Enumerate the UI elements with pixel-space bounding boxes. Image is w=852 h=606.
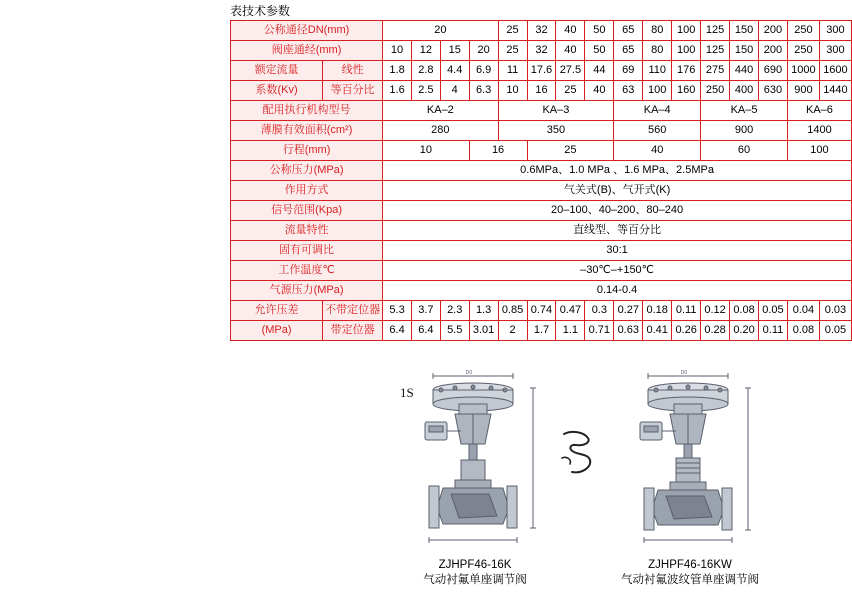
table-row [231,181,852,201]
table-cell: 30:1 [383,241,852,261]
table-row [231,121,852,141]
table-cell: 1.6 [383,81,412,101]
table-row [231,241,852,261]
table-cell: 250 [787,21,819,41]
table-cell: KA–5 [701,101,788,121]
table-cell: 110 [643,61,672,81]
table-cell: 0.11 [759,321,788,341]
row-label: 薄膜有效面积(cm²) [231,121,383,141]
row-label: 气源压力(MPa) [231,281,383,301]
table-cell: 10 [498,81,527,101]
table-cell: 100 [672,21,701,41]
table-cell: –30℃–+150℃ [383,261,852,281]
row-label: 固有可调比 [231,241,383,261]
row-label: 配用执行机构型号 [231,101,383,121]
table-cell: 0.28 [701,321,730,341]
table-cell: 1.7 [527,321,556,341]
annotation-scribble-icon [558,428,598,483]
table-cell: KA–4 [614,101,701,121]
table-cell: 125 [701,21,730,41]
valve-diagram-1 [375,368,575,588]
table-cell: 250 [787,41,819,61]
table-cell: 100 [672,41,701,61]
table-row [231,161,852,181]
table-cell: 100 [643,81,672,101]
table-cell: 6.4 [383,321,412,341]
table-cell: 80 [643,41,672,61]
row-label: 信号范围(Kpa) [231,201,383,221]
table-cell: 65 [614,21,643,41]
table-cell: 0.41 [643,321,672,341]
table-cell: 0.47 [556,301,585,321]
table-cell: 25 [498,41,527,61]
table-cell: KA–2 [383,101,498,121]
table-cell: 440 [730,61,759,81]
table-cell: 40 [585,81,614,101]
table-cell: 1000 [787,61,819,81]
table-cell: 100 [787,141,851,161]
table-cell: 0.26 [672,321,701,341]
table-cell: 65 [614,41,643,61]
table-cell: 200 [759,41,788,61]
table-cell: 300 [819,41,851,61]
table-row [231,261,852,281]
row-sublabel: 等百分比 [323,81,383,101]
table-cell: 40 [614,141,701,161]
table-row [231,301,852,321]
row-label: 允许压差 [231,301,323,321]
row-label: 额定流量 [231,61,323,81]
table-cell: 2.8 [411,61,440,81]
row-label: (MPa) [231,321,323,341]
diagram-area [0,368,852,606]
table-cell: 0.04 [787,301,819,321]
valve-model-1: ZJHPF46-16K [438,559,512,571]
table-cell: 0.18 [643,301,672,321]
table-cell: 150 [730,21,759,41]
table-cell: 80 [643,21,672,41]
table-cell: 0.71 [585,321,614,341]
table-cell: 0.11 [672,301,701,321]
table-cell: 250 [701,81,730,101]
table-cell: 0.03 [819,301,851,321]
table-cell: 20–100、40–200、80–240 [383,201,852,221]
valve-name-1: 气动衬氟单座调节阀 [423,574,527,586]
table-cell: 12 [411,41,440,61]
table-cell: 25 [498,21,527,41]
row-label: 阀座通经(mm) [231,41,383,61]
table-cell: 0.63 [614,321,643,341]
row-label: 行程(mm) [231,141,383,161]
table-cell: 3.7 [411,301,440,321]
table-cell: 0.3 [585,301,614,321]
table-cell: 350 [498,121,614,141]
table-cell: 60 [701,141,788,161]
table-cell: 2 [498,321,527,341]
table-cell: 160 [672,81,701,101]
table-cell: 0.74 [527,301,556,321]
table-cell: 0.08 [730,301,759,321]
table-cell: 32 [527,21,556,41]
row-label: 公称通径DN(mm) [231,21,383,41]
table-cell: 0.12 [701,301,730,321]
table-cell: 1400 [787,121,851,141]
table-row [231,201,852,221]
table-cell: 25 [527,141,614,161]
table-cell: 1.1 [556,321,585,341]
table-cell: 0.27 [614,301,643,321]
table-cell: 5.5 [440,321,469,341]
table-cell: 1.8 [383,61,412,81]
table-cell: 63 [614,81,643,101]
table-cell: 6.4 [411,321,440,341]
table-cell: 50 [585,41,614,61]
table-cell: 900 [787,81,819,101]
table-cell: 280 [383,121,498,141]
table-cell: 0.85 [498,301,527,321]
table-row [231,41,852,61]
table-cell: 25 [556,81,585,101]
table-cell: 690 [759,61,788,81]
table-cell: 4.4 [440,61,469,81]
table-cell: 0.05 [759,301,788,321]
table-cell: 1440 [819,81,851,101]
spec-table [230,20,852,341]
table-cell: 2.3 [440,301,469,321]
table-cell: KA–6 [787,101,851,121]
table-cell: 630 [759,81,788,101]
table-cell: 2.5 [411,81,440,101]
table-row [231,101,852,121]
table-cell: 0.14-0.4 [383,281,852,301]
table-cell: 125 [701,41,730,61]
table-cell: 275 [701,61,730,81]
table-cell: 0.05 [819,321,851,341]
table-cell: 3.01 [469,321,498,341]
table-cell: 0.08 [787,321,819,341]
table-cell: 气关式(B)、气开式(K) [383,181,852,201]
table-row [231,61,852,81]
page-title: 表技术参数 [230,4,291,18]
row-sublabel: 不带定位器 [323,301,383,321]
table-row [231,81,852,101]
table-cell: 900 [701,121,788,141]
table-cell: 4 [440,81,469,101]
table-cell: 11 [498,61,527,81]
table-cell: 17.6 [527,61,556,81]
table-cell: 27.5 [556,61,585,81]
table-cell: 50 [585,21,614,41]
table-cell: 150 [730,41,759,61]
table-cell: 0.6MPa、1.0 MPa 、1.6 MPa、2.5MPa [383,161,852,181]
table-cell: 69 [614,61,643,81]
table-cell: 176 [672,61,701,81]
table-cell: 0.20 [730,321,759,341]
table-cell: 400 [730,81,759,101]
table-cell: 40 [556,41,585,61]
row-sublabel: 线性 [323,61,383,81]
table-row [231,281,852,301]
table-cell: 1.3 [469,301,498,321]
table-row [231,221,852,241]
table-cell: 15 [440,41,469,61]
table-cell: 20 [383,21,498,41]
table-cell: 5.3 [383,301,412,321]
annotation-1s: 1S [400,385,414,400]
svg-text:D0: D0 [680,370,688,376]
table-cell: 直线型、等百分比 [383,221,852,241]
row-label: 系数(Kv) [231,81,323,101]
table-row [231,321,852,341]
table-cell: KA–3 [498,101,614,121]
table-cell: 16 [469,141,527,161]
row-label: 工作温度℃ [231,261,383,281]
table-row [231,21,852,41]
valve-name-2: 气动衬氟波纹管单座调节阀 [621,574,759,586]
table-cell: 200 [759,21,788,41]
table-cell: 40 [556,21,585,41]
table-cell: 16 [527,81,556,101]
row-label: 公称压力(MPa) [231,161,383,181]
table-cell: 560 [614,121,701,141]
row-label: 流量特性 [231,221,383,241]
table-cell: 300 [819,21,851,41]
table-cell: 20 [469,41,498,61]
table-row [231,141,852,161]
valve-diagram-2 [590,368,790,588]
valve-drawing-2 [600,368,780,558]
table-cell: 44 [585,61,614,81]
table-cell: 6.3 [469,81,498,101]
table-cell: 10 [383,41,412,61]
row-sublabel: 带定位器 [323,321,383,341]
valve-model-2: ZJHPF46-16KW [648,559,732,571]
table-cell: 10 [383,141,469,161]
table-cell: 1600 [819,61,851,81]
table-cell: 32 [527,41,556,61]
spec-table-body [231,21,852,341]
table-cell: 6.9 [469,61,498,81]
row-label: 作用方式 [231,181,383,201]
svg-text:D0: D0 [465,370,473,376]
